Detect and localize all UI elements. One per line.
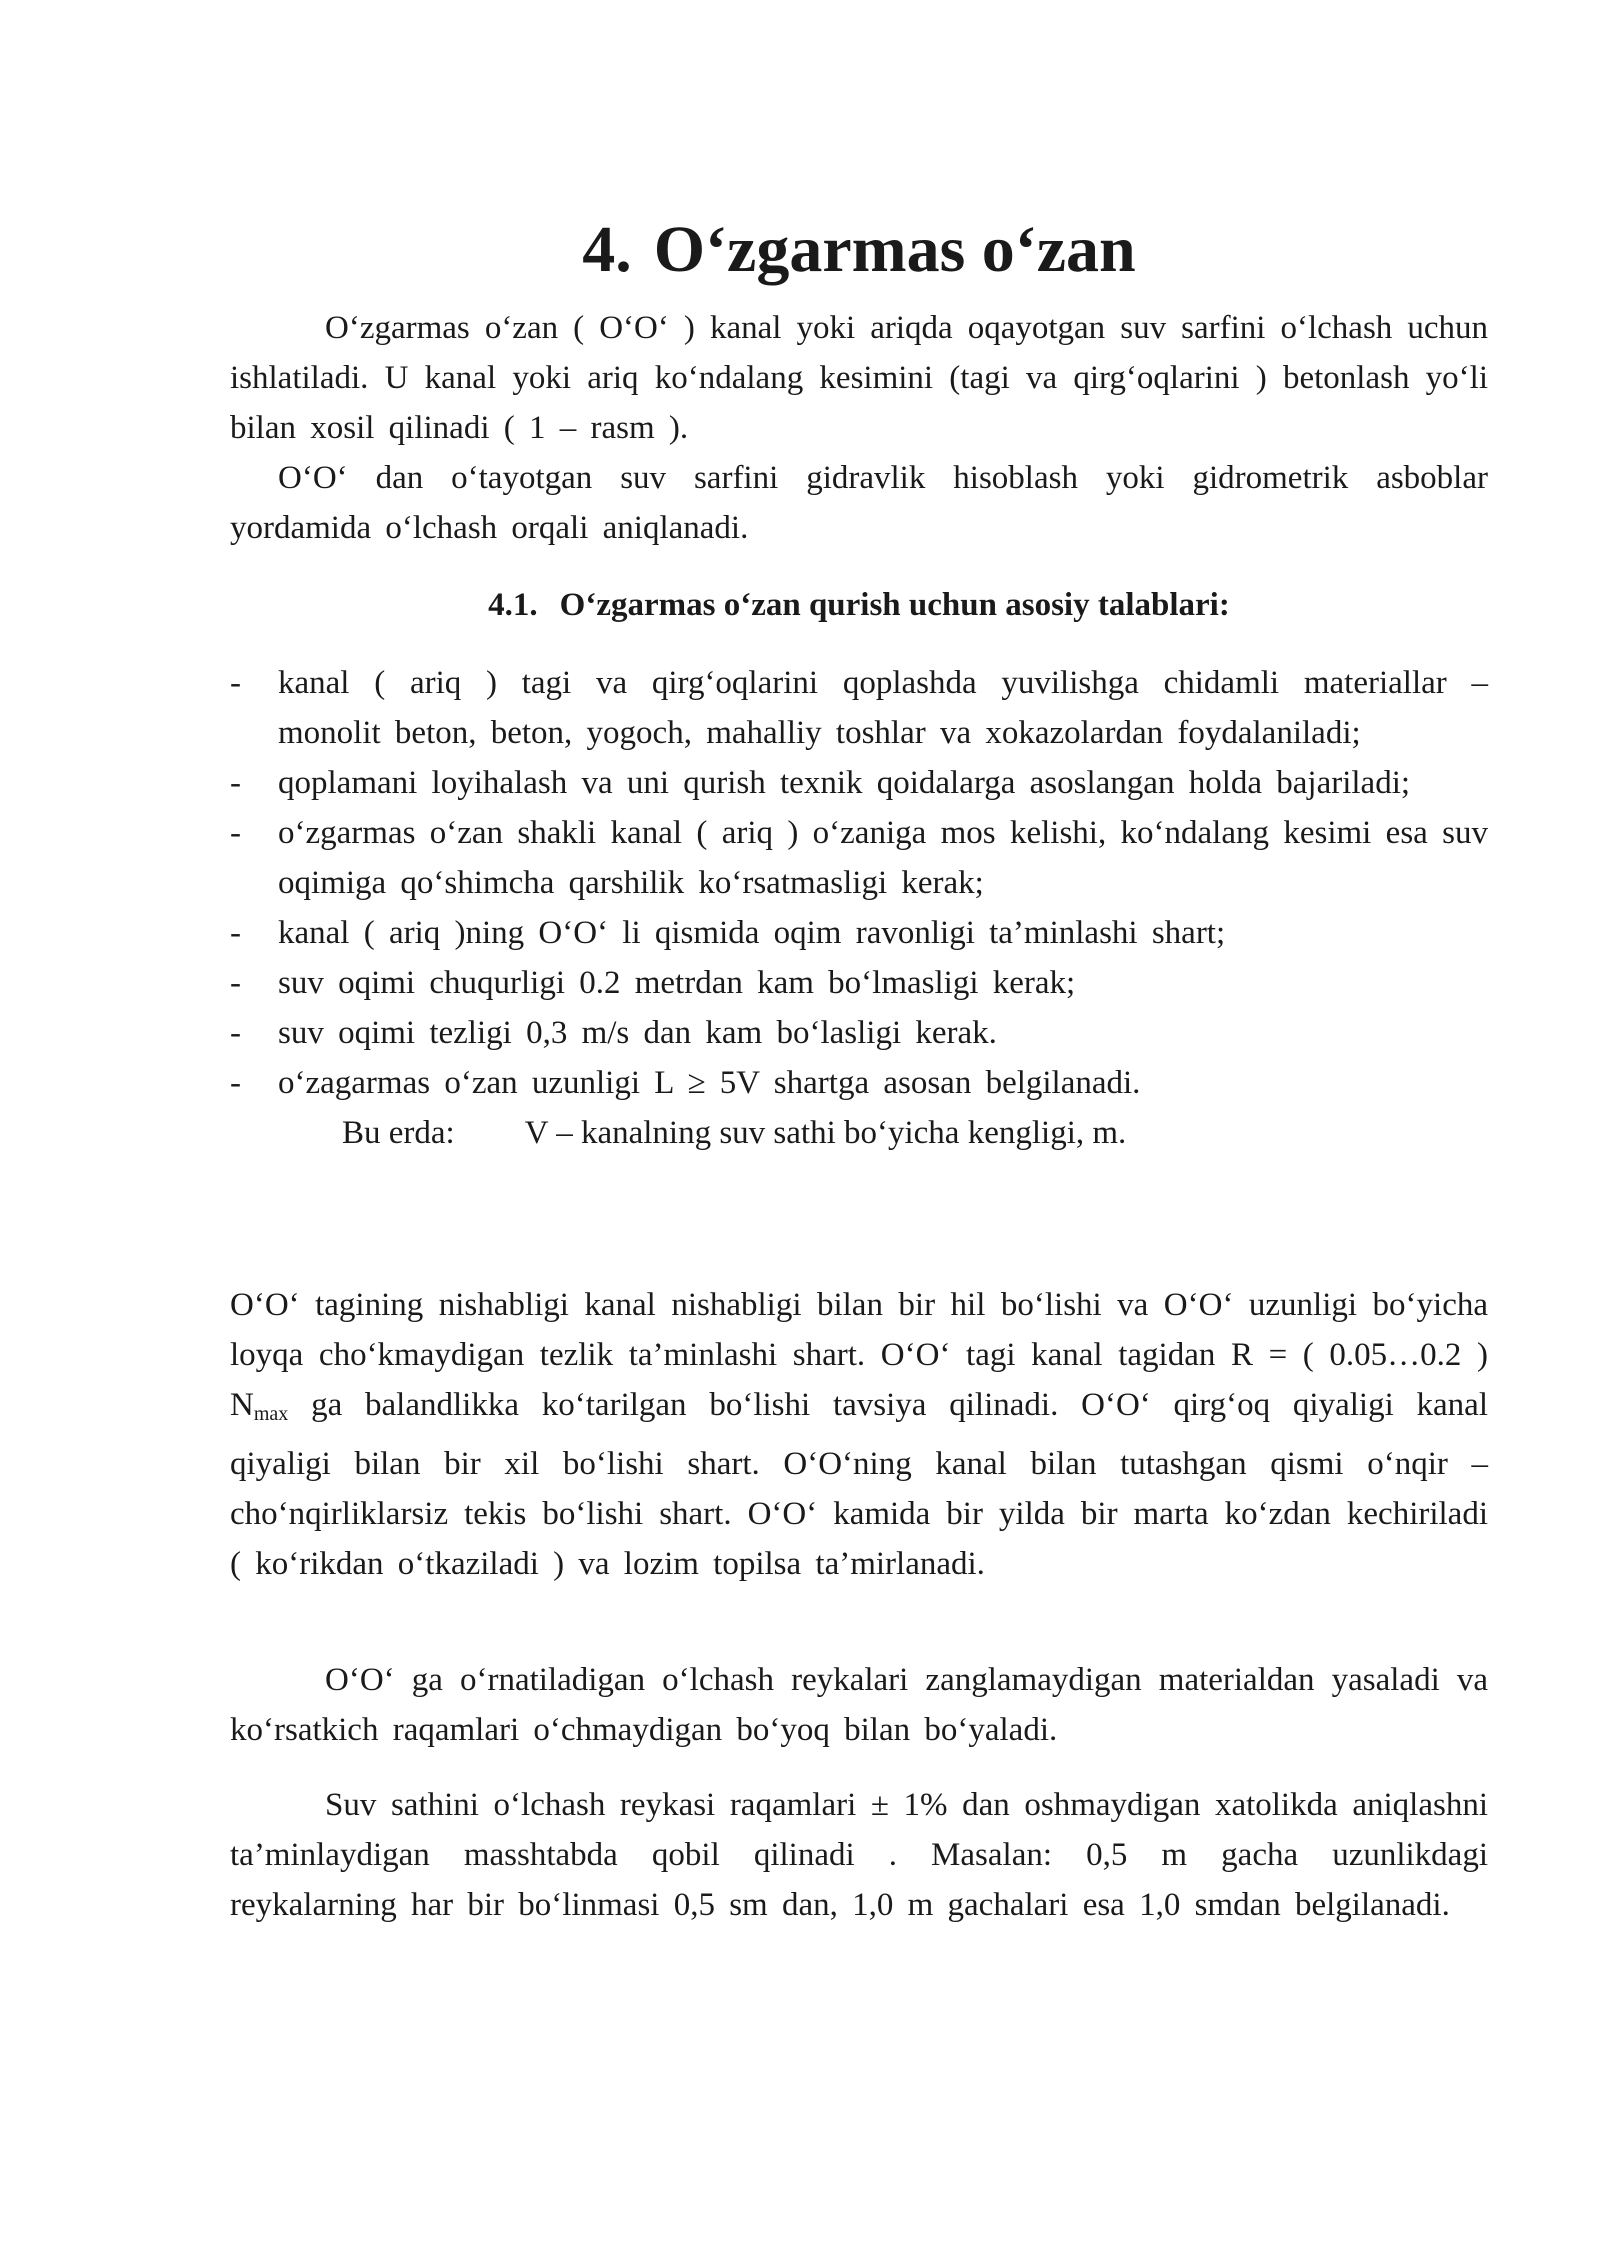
list-item <box>230 1058 1488 1108</box>
subsection-heading <box>230 580 1488 630</box>
list-item <box>230 808 1488 908</box>
section-heading <box>230 213 1488 286</box>
list-item <box>230 658 1488 758</box>
list-item <box>230 1008 1488 1058</box>
list-dash: - <box>230 1065 241 1101</box>
where-label: Bu erda: <box>342 1115 455 1151</box>
paragraph-4-block <box>230 1655 1488 1755</box>
list-item-text: kanal ( ariq )ning O‘O‘ li qismida oqim ravonligi ta’minlashi shart; <box>278 915 1226 951</box>
list-item-text: o‘zagarmas o‘zan uzunligi L ≥ 5V shartga asosan belgilanadi. <box>278 1065 1141 1101</box>
intro-paragraph-2: O‘O‘ dan o‘tayotgan suv sarfini gidravlik hisoblash yoki gidrometrik asboblar yordamida o‘lchash orqali aniqlanadi. <box>230 460 1488 546</box>
list-item <box>230 758 1488 808</box>
list-dash: - <box>230 665 241 701</box>
list-item <box>230 958 1488 1008</box>
intro-block <box>230 303 1488 553</box>
requirements-block <box>230 658 1488 1158</box>
paragraph-3-block <box>230 1280 1488 1589</box>
paragraph-3-part-2: ga balandlikka ko‘tarilgan bo‘lishi tavsiya qilinadi. O‘O‘ qirg‘oq qiyaligi kanal qiyaligi bilan bir xil bo‘lishi shart. O‘O‘ning kanal bilan tutashgan qismi o‘nqir – cho‘nqirliklarsiz tekis bo‘lishi shart. O‘O‘ kamida bir yilda bir marta ko‘zdan kechiriladi ( ko‘rikdan o‘tkaziladi ) va lozim topilsa ta’mirlanadi. <box>230 1387 1488 1582</box>
list-item-text: suv oqimi tezligi 0,3 m/s dan kam bo‘lasligi kerak. <box>278 1015 997 1051</box>
list-item-text: suv oqimi chuqurligi 0.2 metrdan kam bo‘lmasligi kerak; <box>278 965 1076 1001</box>
list-item-text: o‘zgarmas o‘zan shakli kanal ( ariq ) o‘zaniga mos kelishi, ko‘ndalang kesimi esa suv oqimiga qo‘shimcha qarshilik ko‘rsatmasligi kerak; <box>278 815 1488 901</box>
list-dash: - <box>230 1015 241 1051</box>
subsection-title: O‘zgarmas o‘zan qurish uchun asosiy talablari: <box>559 587 1230 623</box>
list-item-text: kanal ( ariq ) tagi va qirg‘oqlarini qoplashda yuvilishga chidamli materiallar – monolit beton, beton, yogoch, mahalliy toshlar va xokazolardan foydalaniladi; <box>278 665 1488 751</box>
list-dash: - <box>230 815 241 851</box>
paragraph-5: Suv sathini o‘lchash reykasi raqamlari ± 1% dan oshmaydigan xatolikda aniqlashni ta’minlaydigan masshtabda qobil qilinadi . Masalan: 0,5 m gacha uzunlikdagi reykalarning har bir bo‘linmasi 0,5 sm dan, 1,0 m gachalari esa 1,0 smdan belgilanadi. <box>230 1787 1488 1923</box>
paragraph-3-part-1: O‘O‘ tagining nishabligi kanal nishabligi bilan bir hil bo‘lishi va O‘O‘ uzunligi bo‘yicha loyqa cho‘kmaydigan tezlik ta’minlashi shart. O‘O‘ tagi kanal tagidan R = ( 0.05…0.2 ) N <box>230 1287 1488 1423</box>
subsection-number: 4.1. <box>488 587 538 623</box>
section-title: O‘zgarmas o‘zan <box>653 213 1136 286</box>
section-number: 4. <box>582 213 632 286</box>
requirements-list <box>230 658 1488 1108</box>
list-dash: - <box>230 915 241 951</box>
list-dash: - <box>230 765 241 801</box>
paragraph-3 <box>230 1280 1488 1589</box>
subscript-max: max <box>253 1403 289 1425</box>
paragraph-4: O‘O‘ ga o‘rnatiladigan o‘lchash reykalari zanglamaydigan materialdan yasaladi va ko‘rsatkich raqamlari o‘chmaydigan bo‘yoq bilan bo‘yaladi. <box>230 1662 1488 1748</box>
intro-paragraph-1: O‘zgarmas o‘zan ( O‘O‘ ) kanal yoki ariqda oqayotgan suv sarfini o‘lchash uchun ishlatiladi. U kanal yoki ariq ko‘ndalang kesimini (tagi va qirg‘oqlarini ) betonlash yo‘li bilan xosil qilinadi ( 1 – rasm ). <box>230 310 1488 446</box>
list-dash: - <box>230 965 241 1001</box>
list-item-text: qoplamani loyihalash va uni qurish texnik qoidalarga asoslangan holda bajariladi; <box>278 765 1411 801</box>
where-line <box>230 1108 1488 1158</box>
list-item <box>230 908 1488 958</box>
where-text: V – kanalning suv sathi bo‘yicha kengligi, m. <box>524 1115 1127 1151</box>
paragraph-5-block <box>230 1780 1488 1930</box>
